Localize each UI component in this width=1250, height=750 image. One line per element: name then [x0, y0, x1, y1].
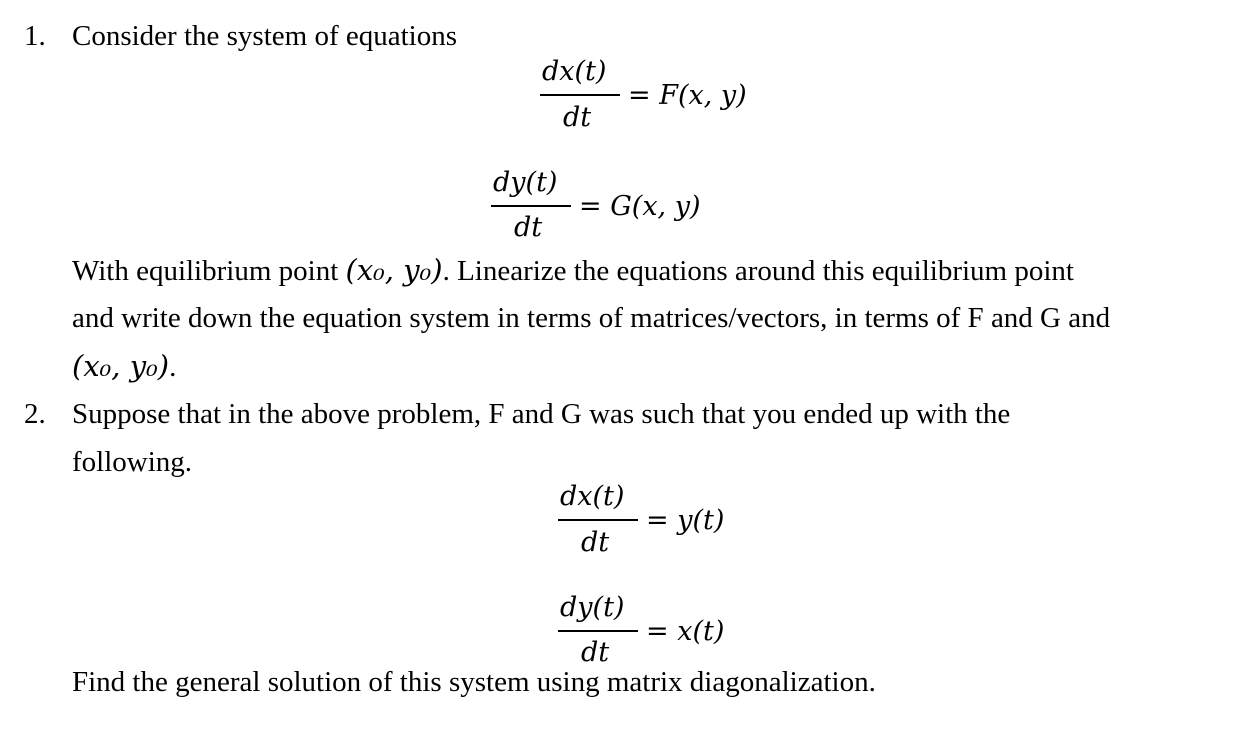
equation-rhs: [646, 618, 724, 645]
problem-2-text-line-1: Suppose that in the above problem, F and G was such that you ended up with the: [72, 398, 1011, 430]
text-segment: . Linearize the equations around this equilibrium point: [442, 255, 1074, 287]
equation-rhs: [579, 193, 701, 220]
equilibrium-point: (x₀, y₀): [345, 253, 443, 287]
equals-sign: =: [628, 80, 651, 111]
fraction-denominator: dt: [563, 102, 592, 133]
rhs-expression: y(t): [677, 505, 725, 536]
fraction-numerator: dx(t): [542, 56, 607, 87]
rhs-expression: F(x, y): [659, 80, 747, 111]
problem-2-text-line-2: following.: [72, 446, 193, 478]
equals-sign: =: [579, 191, 602, 222]
text-segment: .: [169, 351, 177, 383]
text-segment: With equilibrium point: [72, 255, 346, 287]
problem-2-number: 2.: [24, 398, 46, 430]
problem-1-intro: Consider the system of equations: [72, 20, 458, 52]
fraction-bar: [491, 205, 571, 207]
problem-1-text-line-2: and write down the equation system in terms of matrices/vectors, in terms of F and G and: [72, 302, 1111, 334]
equation-rhs: [646, 507, 724, 534]
rhs-expression: x(t): [677, 616, 725, 647]
problem-1-text-line-1: [72, 253, 1074, 287]
equals-sign: =: [646, 616, 669, 647]
rhs-expression: G(x, y): [610, 191, 701, 222]
fraction-bar: [558, 519, 638, 521]
equilibrium-point: (x₀, y₀): [72, 349, 170, 383]
fraction-numerator: dy(t): [560, 592, 625, 623]
fraction-numerator: dy(t): [493, 167, 558, 198]
fraction-numerator: dx(t): [560, 481, 625, 512]
problem-1-text-line-3: [72, 349, 177, 383]
fraction-denominator: dt: [581, 637, 610, 668]
fraction-denominator: dt: [514, 212, 543, 243]
equals-sign: =: [646, 505, 669, 536]
equation-rhs: [628, 82, 747, 109]
problem-1-number: 1.: [24, 20, 46, 52]
fraction-bar: [558, 630, 638, 632]
fraction-bar: [540, 94, 620, 96]
fraction-denominator: dt: [581, 527, 610, 558]
problem-2-final-instruction: Find the general solution of this system using matrix diagonalization.: [72, 666, 876, 698]
